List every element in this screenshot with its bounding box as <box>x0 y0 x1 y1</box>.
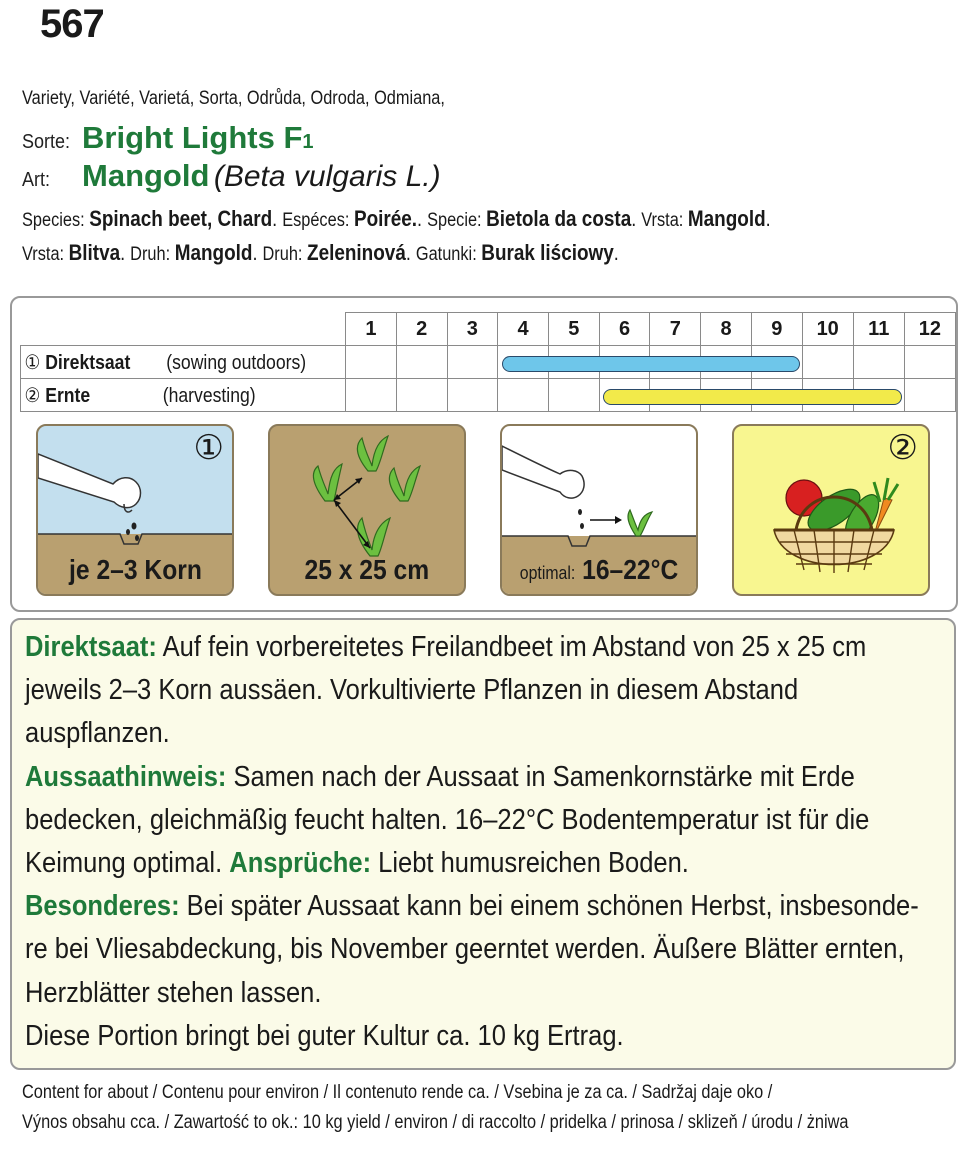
species-translation: Mangold <box>174 240 253 265</box>
content-line-1: Content for about / Contenu pour environ / Il contenuto rende ca. / Vsebina je za ca. / Sadržaj daje oko / <box>22 1082 773 1103</box>
species-lang-label: Specie: <box>427 210 487 231</box>
tile-sowing <box>36 424 234 596</box>
month-2: 2 <box>396 313 447 346</box>
sorte-row <box>22 120 314 156</box>
tile-caption-temperature: optimal: 16–22°C <box>519 554 679 585</box>
species-name: Mangold <box>82 158 210 193</box>
art-label: Art: <box>22 169 51 191</box>
row-number-badge: ① <box>24 351 46 374</box>
species-translation: Poirée. <box>353 206 418 231</box>
row-label: Ernte <box>45 384 91 407</box>
species-translation: Blitva <box>68 240 121 265</box>
tile-caption-seeds-per-hole: je 2–3 Korn <box>68 554 202 585</box>
species-lang-label: Druh: <box>262 244 308 265</box>
paragraph-direct-sowing: Direktsaat: Auf fein vorbereitetes Freilandbeet im Abstand von 25 x 25 cm jeweils 2–3 Korn aussäen. Vorkultivierte Pflanzen in diesem Abstand auspflanzen. <box>25 631 867 750</box>
variety-name: Bright Lights F <box>82 120 303 155</box>
month-3: 3 <box>447 313 498 346</box>
row-label: Direktsaat <box>45 351 131 374</box>
month-8: 8 <box>701 313 752 346</box>
month-9: 9 <box>751 313 802 346</box>
tile-harvest <box>732 424 930 596</box>
tile-temperature <box>500 424 698 596</box>
instructions-text <box>25 626 940 1058</box>
row-note: (sowing outdoors) <box>161 351 307 374</box>
month-6: 6 <box>599 313 650 346</box>
month-1: 1 <box>346 313 397 346</box>
species-lang-label: Gatunki: <box>415 244 482 265</box>
variety-label-line: Variety, Variété, Varietá, Sorta, Odrůda, Odroda, Odmiana, <box>22 88 445 109</box>
month-12: 12 <box>904 313 955 346</box>
calendar-header-row <box>21 313 956 346</box>
content-line-2: Výnos obsahu cca. / Zawartość to ok.: 10 kg yield / environ / di raccolto / pridelka / prinosa / sklizeň / úrodu / żniwa <box>22 1112 849 1133</box>
species-translation: Zeleninová <box>307 240 406 265</box>
harvest-period-bar <box>603 389 902 405</box>
variety-name-subscript: 1 <box>302 131 314 153</box>
tile-caption-spacing: 25 x 25 cm <box>304 554 430 585</box>
step-badge-2: ② <box>887 429 918 467</box>
step-badge-1: ① <box>193 429 224 467</box>
species-translations-line-1: Species: Spinach beet, Chard. Espéces: Poirée.. Specie: Bietola da costa. Vrsta: Mangold. <box>22 206 771 231</box>
row-note: (harvesting) <box>157 384 256 407</box>
paragraph-special-notes: Besonderes: Bei später Aussaat kann bei einem schönen Herbst, insbesonde-re bei Vliesabdeckung, bis November geerntet werden. Äußere Blätter ernten, Herzblätter stehen lassen. <box>25 890 919 1009</box>
species-lang-label: Druh: <box>130 244 175 265</box>
month-7: 7 <box>650 313 701 346</box>
instructions-box <box>10 618 956 1070</box>
paragraph-sowing-note: Aussaathinweis: Samen nach der Aussaat in Samenkornstärke mit Erde bedecken, gleichmäßig feucht halten. 16–22°C Bodentemperatur ist für die Keimung optimal. Ansprüche: Liebt humusreichen Boden. <box>25 760 870 880</box>
row-number-badge: ② <box>24 384 46 407</box>
species-translation: Burak liściowy <box>481 240 614 265</box>
month-5: 5 <box>548 313 599 346</box>
sorte-label: Sorte: <box>22 131 71 153</box>
species-lang-label: Species: <box>22 210 90 231</box>
species-lang-label: Vrsta: <box>641 210 688 231</box>
species-lang-label: Vrsta: <box>22 244 69 265</box>
species-translations-line-2: Vrsta: Blitva. Druh: Mangold. Druh: Zeleninová. Gatunki: Burak liściowy. <box>22 240 619 265</box>
tile-spacing <box>268 424 466 596</box>
species-translation: Bietola da costa <box>486 206 632 231</box>
product-code: 567 <box>40 2 104 46</box>
species-translation: Spinach beet, Chard <box>89 206 273 231</box>
calendar-row-sowing <box>21 346 956 379</box>
latin-name: (Beta vulgaris L.) <box>213 160 441 193</box>
month-10: 10 <box>802 313 853 346</box>
species-translation: Mangold <box>687 206 766 231</box>
month-11: 11 <box>853 313 904 346</box>
paragraph-yield: Diese Portion bringt bei guter Kultur ca. 10 kg Ertrag. <box>25 1019 624 1052</box>
sowing-period-bar <box>502 356 800 372</box>
species-lang-label: Espéces: <box>282 210 354 231</box>
art-row <box>22 158 441 194</box>
month-4: 4 <box>498 313 549 346</box>
